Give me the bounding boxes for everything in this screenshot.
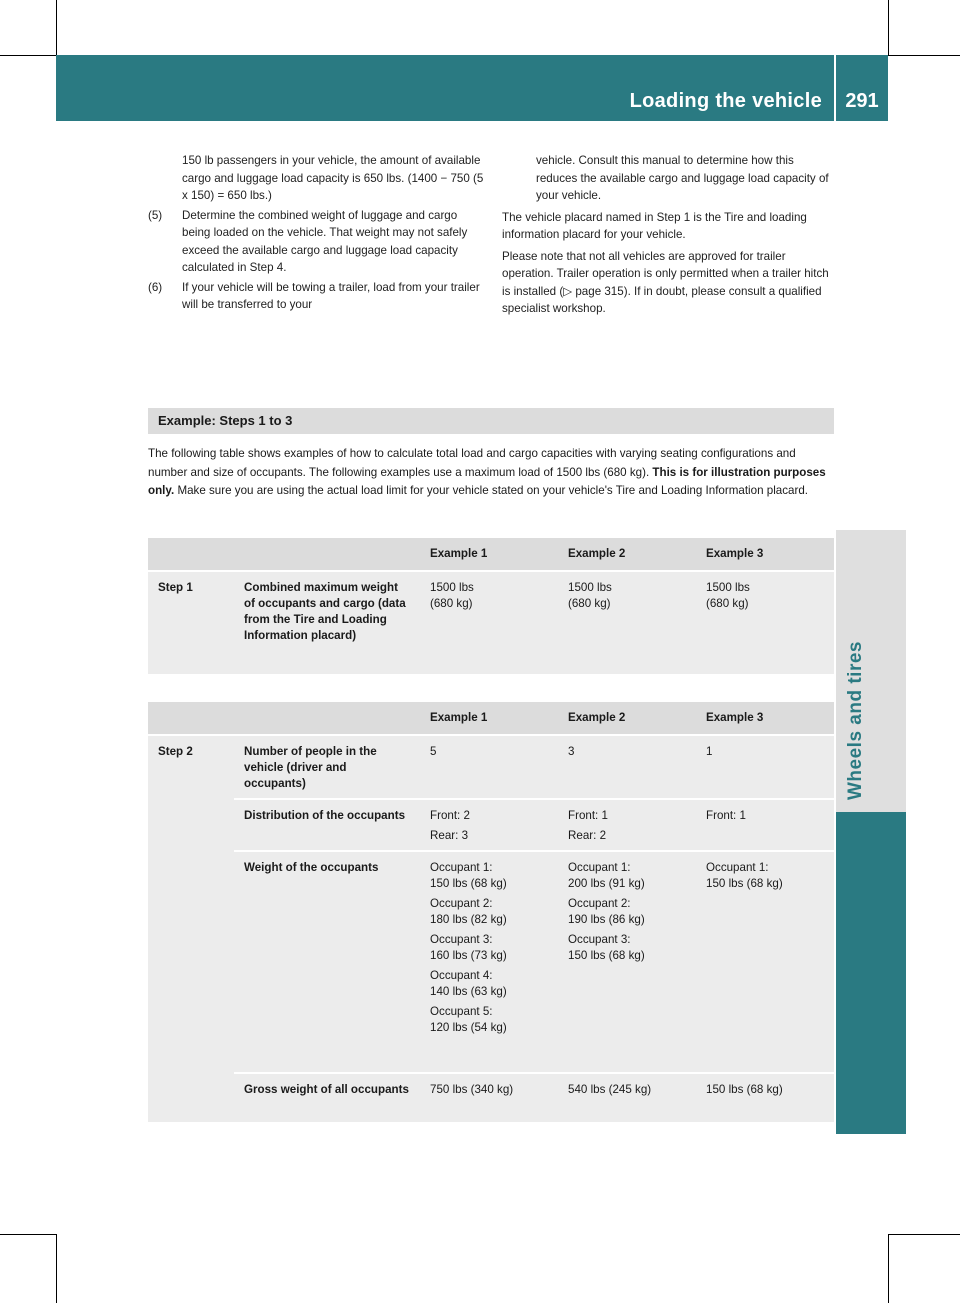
section-heading: Example: Steps 1 to 3 (148, 408, 834, 434)
table-row (148, 571, 834, 675)
cell-text: Occupant 1: (568, 861, 631, 874)
crop-mark (0, 55, 56, 56)
column-header: Example 2 (558, 538, 696, 571)
row-label: Weight of the occupants (234, 851, 420, 1073)
crop-mark (888, 1234, 960, 1235)
cell-text: 3 (568, 745, 575, 758)
cell-text: 540 lbs (245 kg) (568, 1083, 652, 1096)
list-text: If your vehicle will be towing a trailer, load from your trailer will be transferred to your (182, 280, 480, 311)
table-cell (558, 1073, 696, 1123)
cell-text: Front: 1 (568, 809, 608, 822)
table-cell (420, 851, 558, 1073)
side-tab-label: Wheels and tires (845, 641, 866, 800)
cell-text: Occupant 3: (568, 933, 631, 946)
cell-text: 150 lbs (68 kg) (568, 949, 645, 962)
table-cell (558, 799, 696, 851)
page-number: 291 (845, 90, 879, 112)
intro-text: The following table shows examples of how to calculate total load and cargo capacities with varying seating configurations and number and size of occupants. The following examples use a maximum load of 1500 lbs (680 kg). (148, 447, 796, 479)
intro-text: Make sure you are using the actual load limit for your vehicle stated on your vehicle's Tire and Loading Information placard. (177, 484, 808, 498)
table-cell (420, 735, 558, 799)
continuation-text: 150 lb passengers in your vehicle, the amount of available cargo and luggage load capacity is 650 lbs. (1400 − 750 (5 x 150) = 650 lbs.) (182, 154, 484, 202)
row-label: Combined maximum weight of occupants and cargo (data from the Tire and Loading Information placard) (234, 571, 420, 675)
cell-text: Occupant 2: (430, 897, 493, 910)
crop-mark (888, 1234, 889, 1303)
header-bar (56, 55, 834, 121)
list-text: Determine the combined weight of luggage and cargo being loaded on the vehicle. That weight may not safely exceed the available cargo and luggage load capacity calculated in Step 4. (182, 208, 468, 274)
example-table-step2 (148, 702, 834, 1124)
cell-text: 120 lbs (54 kg) (430, 1021, 507, 1034)
cell-text: Occupant 4: (430, 969, 493, 982)
table-cell (420, 571, 558, 675)
cell-text: 1500 lbs (430, 581, 474, 594)
column-header: Example 1 (420, 702, 558, 735)
intro-paragraph (148, 445, 834, 501)
cell-text: 200 lbs (91 kg) (568, 877, 645, 890)
row-label: Distribution of the occupants (234, 799, 420, 851)
table-cell (696, 1073, 834, 1123)
left-column (148, 152, 486, 314)
list-item (148, 207, 486, 277)
column-header (234, 538, 420, 571)
cell-text: (680 kg) (568, 597, 611, 610)
table-cell (696, 735, 834, 799)
column-header: Example 3 (696, 538, 834, 571)
paragraph: Please note that not all vehicles are approved for trailer operation. Trailer operation is only permitted when a trailer hitch is installed (▷ page 315). If in doubt, please consult a qualified specialist workshop. (502, 249, 829, 315)
intro-emphasis: This is for illustration purposes only. (148, 465, 826, 498)
side-tab-marker (836, 812, 906, 1134)
table-cell (420, 799, 558, 851)
cell-text: 150 lbs (68 kg) (706, 877, 783, 890)
column-header: Example 1 (420, 538, 558, 571)
page-title: Loading the vehicle (629, 90, 822, 112)
cell-text: (680 kg) (706, 597, 749, 610)
row-label: Gross weight of all occupants (234, 1073, 420, 1123)
crop-mark (888, 0, 889, 55)
cell-text: Occupant 1: (430, 861, 493, 874)
cell-text: Rear: 2 (568, 829, 607, 842)
list-item (148, 279, 486, 314)
crop-mark (56, 1234, 57, 1303)
table-cell (558, 735, 696, 799)
cell-text: Occupant 2: (568, 897, 631, 910)
crop-mark (0, 1234, 56, 1235)
cell-text: 150 lbs (68 kg) (430, 877, 507, 890)
continuation-text: vehicle. Consult this manual to determine how this reduces the available cargo and luggage load capacity of your vehicle. (536, 154, 829, 202)
cell-text: Occupant 5: (430, 1005, 493, 1018)
cell-text: 1500 lbs (568, 581, 612, 594)
cell-text: Front: 2 (430, 809, 470, 822)
cell-text: Occupant 3: (430, 933, 493, 946)
column-header (234, 702, 420, 735)
table-row (148, 735, 834, 799)
row-label: Number of people in the vehicle (driver and occupants) (234, 735, 420, 799)
table-row (148, 799, 834, 851)
table-cell (420, 1073, 558, 1123)
cell-text: Rear: 3 (430, 829, 469, 842)
table-cell (696, 799, 834, 851)
column-header: Example 3 (696, 702, 834, 735)
step-label: Step 1 (148, 571, 234, 675)
cell-text: 150 lbs (68 kg) (706, 1083, 783, 1096)
table-cell (696, 571, 834, 675)
table-cell (558, 571, 696, 675)
right-column (502, 152, 832, 322)
cell-text: 750 lbs (340 kg) (430, 1083, 514, 1096)
step-label: Step 2 (148, 735, 234, 1123)
cell-text: 160 lbs (73 kg) (430, 949, 507, 962)
crop-mark (56, 0, 57, 55)
cell-text: 140 lbs (63 kg) (430, 985, 507, 998)
example-table-step1 (148, 538, 834, 676)
table-cell (696, 851, 834, 1073)
cell-text: 180 lbs (82 kg) (430, 913, 507, 926)
column-header: Example 2 (558, 702, 696, 735)
page-number-box (836, 55, 888, 121)
crop-mark (888, 55, 960, 56)
paragraph: The vehicle placard named in Step 1 is the Tire and loading information placard for your vehicle. (502, 210, 807, 241)
cell-text: 1 (706, 745, 713, 758)
list-number: (5) (148, 208, 163, 222)
table-row (148, 851, 834, 1073)
table-header-row (148, 538, 834, 571)
column-header (148, 538, 234, 571)
table-header-row (148, 702, 834, 735)
table-cell (558, 851, 696, 1073)
cell-text: (680 kg) (430, 597, 473, 610)
cell-text: 5 (430, 745, 437, 758)
column-header (148, 702, 234, 735)
cell-text: 1500 lbs (706, 581, 750, 594)
table-row (148, 1073, 834, 1123)
cell-text: Occupant 1: (706, 861, 769, 874)
cell-text: Front: 1 (706, 809, 746, 822)
cell-text: 190 lbs (86 kg) (568, 913, 645, 926)
list-number: (6) (148, 280, 163, 294)
